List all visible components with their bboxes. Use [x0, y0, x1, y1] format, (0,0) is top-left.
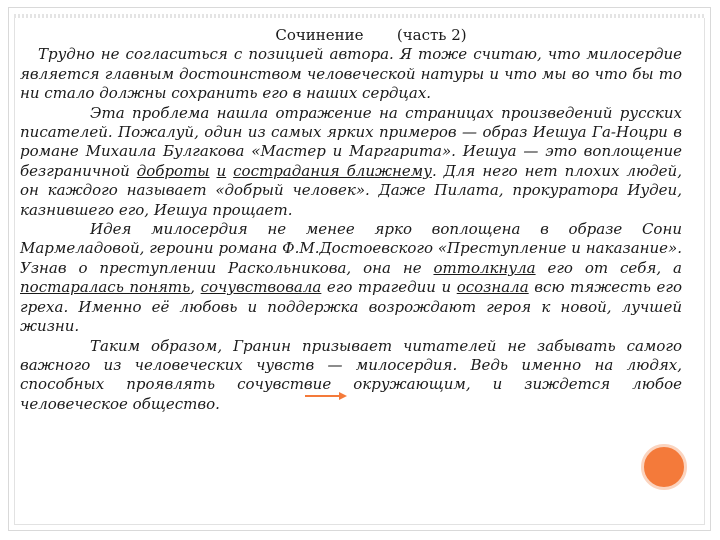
- paragraph-3: [20, 220, 682, 336]
- underlined-text: и: [216, 161, 227, 180]
- underlined-text: оттолкнула: [433, 258, 536, 277]
- orange-circle-icon: [641, 444, 687, 490]
- text-segment: Таким образом, Гранин призывает читателей не забывать самого важного из человеческих чувств — милосердия. Ведь именно на людях, способных проявлять сочувствие окружающим, и зиждется любое человеческое общество.: [20, 336, 682, 413]
- text-segment: его от себя, а: [535, 258, 682, 277]
- paragraph-2: [20, 104, 682, 220]
- paragraph-1: [20, 45, 682, 103]
- underlined-text: сочувствовала: [200, 278, 322, 297]
- underlined-text: осознала: [456, 278, 529, 297]
- essay-text: [20, 26, 682, 414]
- text-segment: [210, 162, 217, 180]
- underlined-text: сострадания ближнему: [233, 161, 432, 180]
- arrow-right-icon: [305, 391, 347, 401]
- text-segment: . Для него нет плохих людей, он каждого называет «добрый человек». Даже Пилата, прокуратора Иудеи, казнившего его, Иешуа прощает.: [20, 161, 682, 219]
- text-segment: Эта проблема нашла отражение на страницах произведений русских писателей. Пожалуй, один из самых ярких примеров — образ Иешуа Га-Ноцри в романе Михаила Булгакова «Мастер и Маргарита». Иешуа — это воплощение безграничной: [20, 103, 682, 180]
- essay-title: Сочинение (часть 2): [275, 26, 467, 44]
- underlined-text: доброты: [136, 161, 210, 180]
- underlined-text: постаралась понять: [20, 278, 191, 297]
- paragraph-4: [20, 337, 682, 415]
- text-segment: Идея милосердия не менее ярко воплощена в образе Сони Мармеладовой, героини романа Ф.М.Достоевского «Преступление и наказание». Узнав о преступлении Раскольникова, она не: [20, 220, 682, 277]
- text-segment: Трудно не согласиться с позицией автора. Я тоже считаю, что милосердие является главным достоинством человеческой натуры и что мы во что бы то ни стало должны сохранить его в наших сердцах.: [20, 45, 682, 103]
- text-segment: всю тяжесть его греха. Именно её любовь и поддержка возрождают героя к новой, лучшей жизни.: [20, 278, 682, 336]
- text-segment: ,: [190, 278, 201, 297]
- text-segment: его трагедии и: [321, 278, 457, 297]
- slide-top-stripe: [14, 14, 705, 18]
